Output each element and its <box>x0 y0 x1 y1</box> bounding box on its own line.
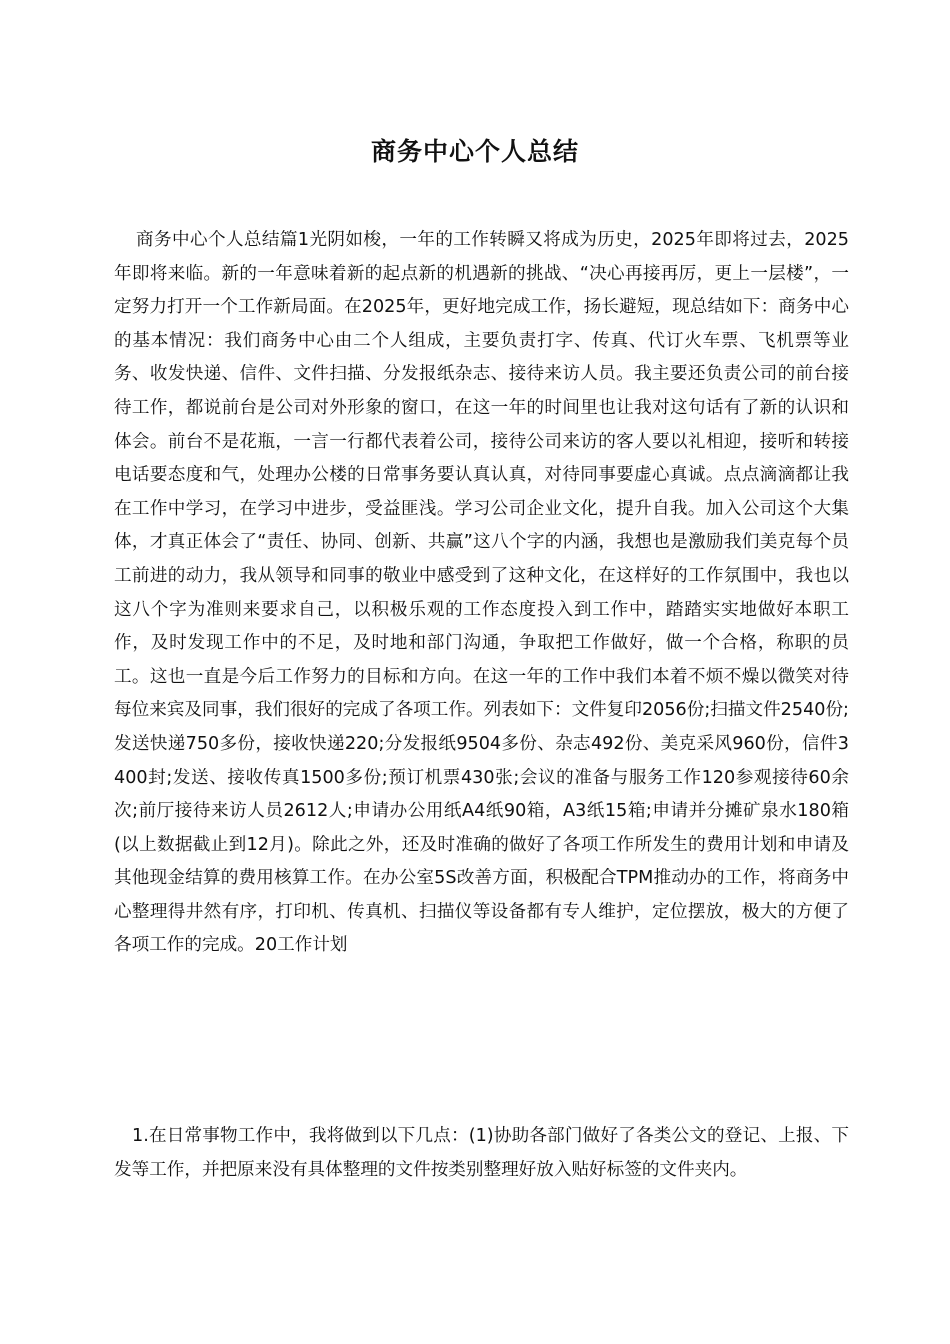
work-plan-paragraph: 1.在日常事物工作中，我将做到以下几点：(1)协助各部门做好了各类公文的登记、上报、下发等工作，并把原来没有具体整理的文件按类别整理好放入贴好标签的文件夹内。 <box>114 1126 849 1180</box>
document-title: 商务中心个人总结 <box>370 137 579 166</box>
summary-paragraph: 商务中心个人总结篇1光阴如梭，一年的工作转瞬又将成为历史，2025年即将过去，2025年即将来临。新的一年意味着新的起点新的机遇新的挑战、“决心再接再厉，更上一层楼”，一定努力打开一个工作新局面。在2025年，更好地完成工作，扬长避短，现总结如下：商务中心的基本情况：我们商务中心由二个人组成，主要负责打字、传真、代订火车票、飞机票等业务、收发快递、信件、文件扫描、分发报纸杂志、接待来访人员。我主要还负责公司的前台接待工作，都说前台是公司对外形象的窗口，在这一年的时间里也让我对这句话有了新的认识和体会。前台不是花瓶，一言一行都代表着公司，接待公司来访的客人要以礼相迎，接听和转接电话要态度和气，处理办公楼的日常事务要认真认真，对待同事要虚心真诚。点点滴滴都让我在工作中学习，在学习中进步，受益匪浅。学习公司企业文化，提升自我。加入公司这个大集体，才真正体会了“责任、协同、创新、共赢”这八个字的内涵，我想也是激励我们美克每个员工前进的动力，我从领导和同事的敬业中感受到了这种文化，在这样好的工作氛围中，我也以这八个字为准则来要求自己，以积极乐观的工作态度投入到工作中，踏踏实实地做好本职工作，及时发现工作中的不足，及时地和部门沟通，争取把工作做好，做一个合格，称职的员工。这也一直是今后工作努力的目标和方向。在这一年的工作中我们本着不烦不燥以微笑对待每位来宾及同事，我们很好的完成了各项工作。列表如下：文件复印2056份;扫描文件2540份;发送快递750多份，接收快递220;分发报纸9504多份、杂志492份、美克采风960份，信件3400封;发送、接收传真1500多份;预订机票430张;会议的准备与服务工作120参观接待60余次;前厅接待来访人员2612人;申请办公用纸A4纸90箱，A3纸15箱;申请并分摊矿泉水180箱(以上数据截止到12月)。除此之外，还及时准确的做好了各项工作所发生的费用计划和申请及其他现金结算的费用核算工作。在办公室5S改善方面，积极配合TPM推动办的工作，将商务中心整理得井然有序，打印机、传真机、扫描仪等设备都有专人维护，定位摆放，极大的方便了各项工作的完成。20工作计划 <box>114 230 849 956</box>
